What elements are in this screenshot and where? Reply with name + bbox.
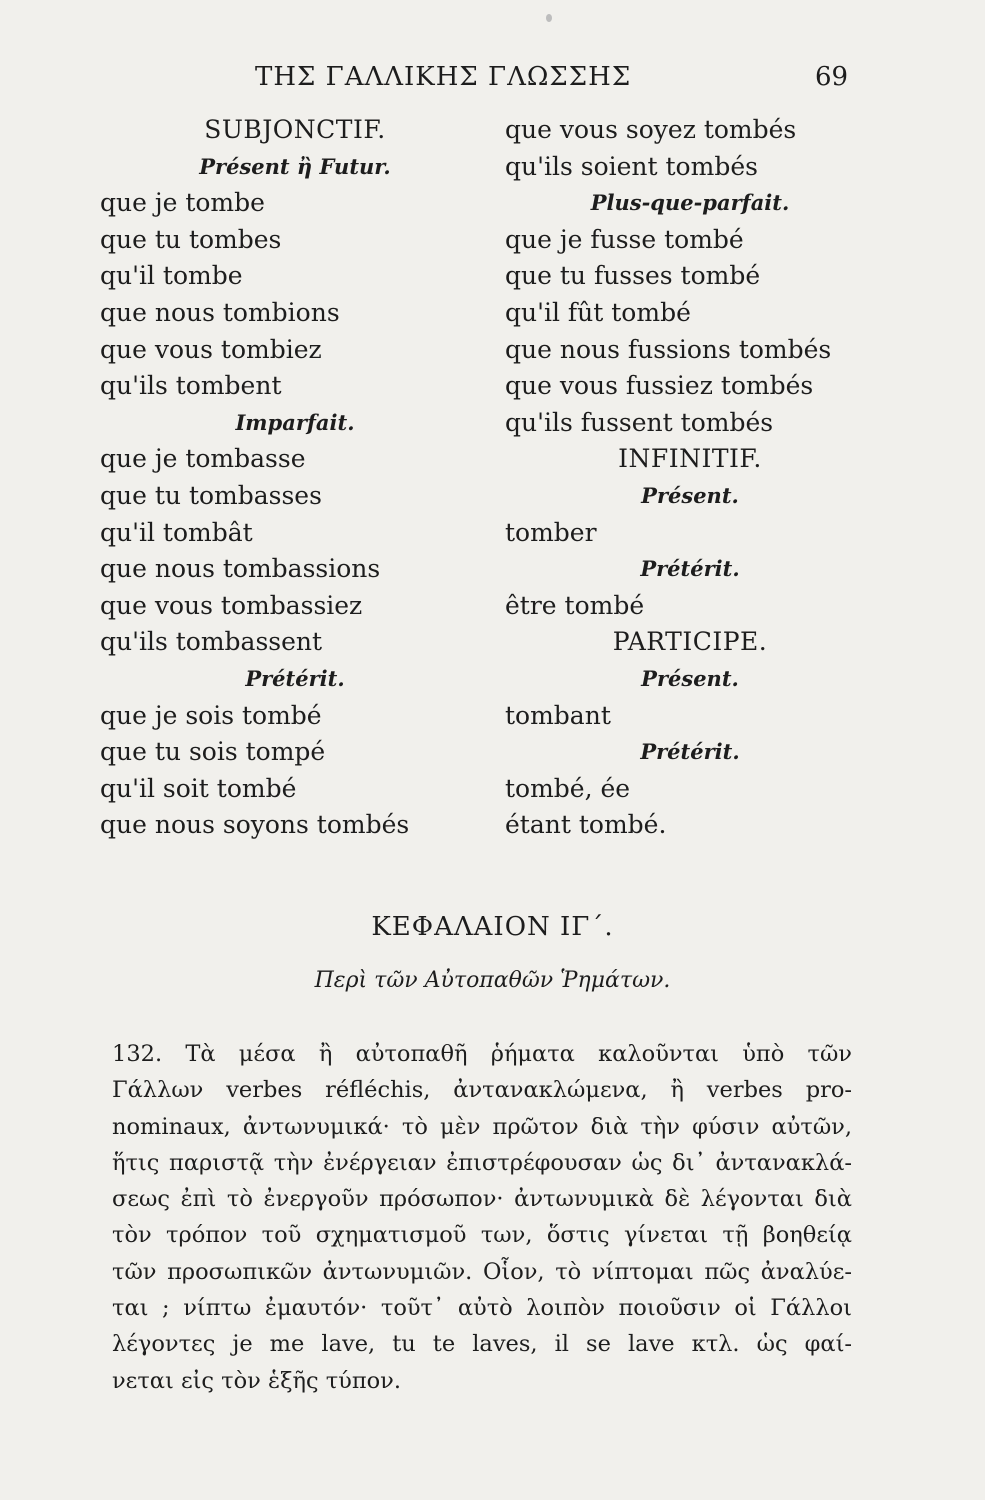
- section-heading: Prétérit.: [640, 739, 740, 765]
- conjugation-line: que nous tombions: [100, 297, 340, 327]
- conjugation-line: que nous fussions tombés: [505, 334, 832, 364]
- conjugation-line: qu'il tombe: [100, 261, 243, 291]
- section-heading: Présent.: [641, 482, 739, 508]
- right-column: [505, 112, 875, 844]
- conjugation-line: être tombé: [505, 590, 645, 620]
- paragraph-line: σεως ἐπὶ τὸ ἐνεργοῦν πρόσωπον· ἀντωνυμικὰ δὲ λέγονται διὰ: [112, 1186, 852, 1213]
- conjugation-line: qu'ils tombent: [100, 371, 282, 401]
- left-column: [100, 112, 490, 844]
- conjugation-line: qu'ils fussent tombés: [505, 407, 774, 437]
- page-number: 69: [815, 62, 849, 92]
- paragraph-line: λέγοντες je me lave, tu te laves, il se lave κτλ. ὡς φαί-: [112, 1331, 852, 1358]
- running-title: ΤΗΣ ΓΑΛΛΙΚΗΣ ΓΛΩΣΣΗΣ: [255, 62, 632, 92]
- conjugation-line: que tu tombasses: [100, 480, 322, 510]
- conjugation-line: que tu tombes: [100, 224, 282, 254]
- chapter-title: ΚΕΦΑΛΑΙΟΝ ΙΓ΄.: [371, 912, 614, 942]
- conjugation-line: que vous tombiez: [100, 334, 322, 364]
- paragraph-line: nominaux, ἀντωνυμικά· τὸ μὲν πρῶτον διὰ τὴν φύσιν αὐτῶν,: [112, 1113, 852, 1140]
- conjugation-line: qu'il soit tombé: [100, 773, 297, 803]
- section-heading: Plus-que-parfait.: [590, 190, 790, 216]
- conjugation-line: que nous soyons tombés: [100, 810, 410, 840]
- conjugation-line: que vous fussiez tombés: [505, 371, 814, 401]
- page-header: [0, 62, 985, 102]
- section-heading: Imparfait.: [235, 409, 355, 435]
- paragraph-line: ἥτις παριστᾷ τὴν ἐνέργειαν ἐπιστρέφουσαν ὡς δι᾽ ἀντανακλά-: [112, 1149, 852, 1176]
- section-heading: INFINITIF.: [618, 444, 762, 474]
- conjugation-line: étant tombé.: [505, 810, 667, 840]
- paragraph-132: [112, 1036, 852, 1399]
- conjugation-line: que tu sois tompé: [100, 737, 326, 767]
- conjugation-line: tomber: [505, 517, 597, 547]
- conjugation-line: que vous tombassiez: [100, 590, 363, 620]
- chapter-subtitle: Περὶ τῶν Αὐτοπαθῶν Ῥημάτων.: [314, 968, 671, 993]
- conjugation-line: que tu fusses tombé: [505, 261, 761, 291]
- paragraph-line: τῶν προσωπικῶν ἀντωνυμιῶν. Οἷον, τὸ νίπτομαι πῶς ἀναλύε-: [112, 1258, 852, 1285]
- conjugation-line: qu'ils soient tombés: [505, 151, 758, 181]
- conjugation-line: qu'il fût tombé: [505, 297, 691, 327]
- section-heading: Prétérit.: [640, 556, 740, 582]
- section-heading: Présent ἢ Futur.: [199, 153, 391, 179]
- paragraph-line: νεται εἰς τὸν ἑξῆς τύπον.: [112, 1367, 401, 1394]
- conjugation-line: que je tombasse: [100, 444, 306, 474]
- conjugation-line: que vous soyez tombés: [505, 115, 797, 144]
- conjugation-line: tombant: [505, 700, 611, 730]
- section-heading: PARTICIPE.: [612, 627, 768, 657]
- conjugation-line: tombé, ée: [505, 773, 631, 803]
- section-heading: SUBJONCTIF.: [204, 115, 386, 144]
- ink-dot: [546, 14, 552, 22]
- paragraph-line: ται ; νίπτω ἐμαυτόν· τοῦτ᾽ αὐτὸ λοιπὸν ποιοῦσιν οἱ Γάλλοι: [112, 1295, 852, 1322]
- paragraph-line: 132. Τὰ μέσα ἢ αὐτοπαθῆ ῥήματα καλοῦνται ὑπὸ τῶν: [112, 1041, 852, 1067]
- conjugation-line: qu'il tombât: [100, 517, 253, 547]
- paragraph-line: Γάλλων verbes réfléchis, ἀντανακλώμενα, ἢ verbes pro-: [112, 1077, 852, 1104]
- conjugation-line: qu'ils tombassent: [100, 627, 323, 657]
- conjugation-line: que je tombe: [100, 188, 265, 218]
- paragraph-line: τὸν τρόπον τοῦ σχηματισμοῦ των, ὅστις γίνεται τῇ βοηθείᾳ: [112, 1222, 852, 1249]
- conjugation-line: que je fusse tombé: [505, 224, 744, 254]
- conjugation-line: que je sois tombé: [100, 700, 322, 730]
- conjugation-line: que nous tombassions: [100, 554, 381, 584]
- section-heading: Présent.: [641, 665, 739, 691]
- section-heading: Prétérit.: [245, 665, 345, 691]
